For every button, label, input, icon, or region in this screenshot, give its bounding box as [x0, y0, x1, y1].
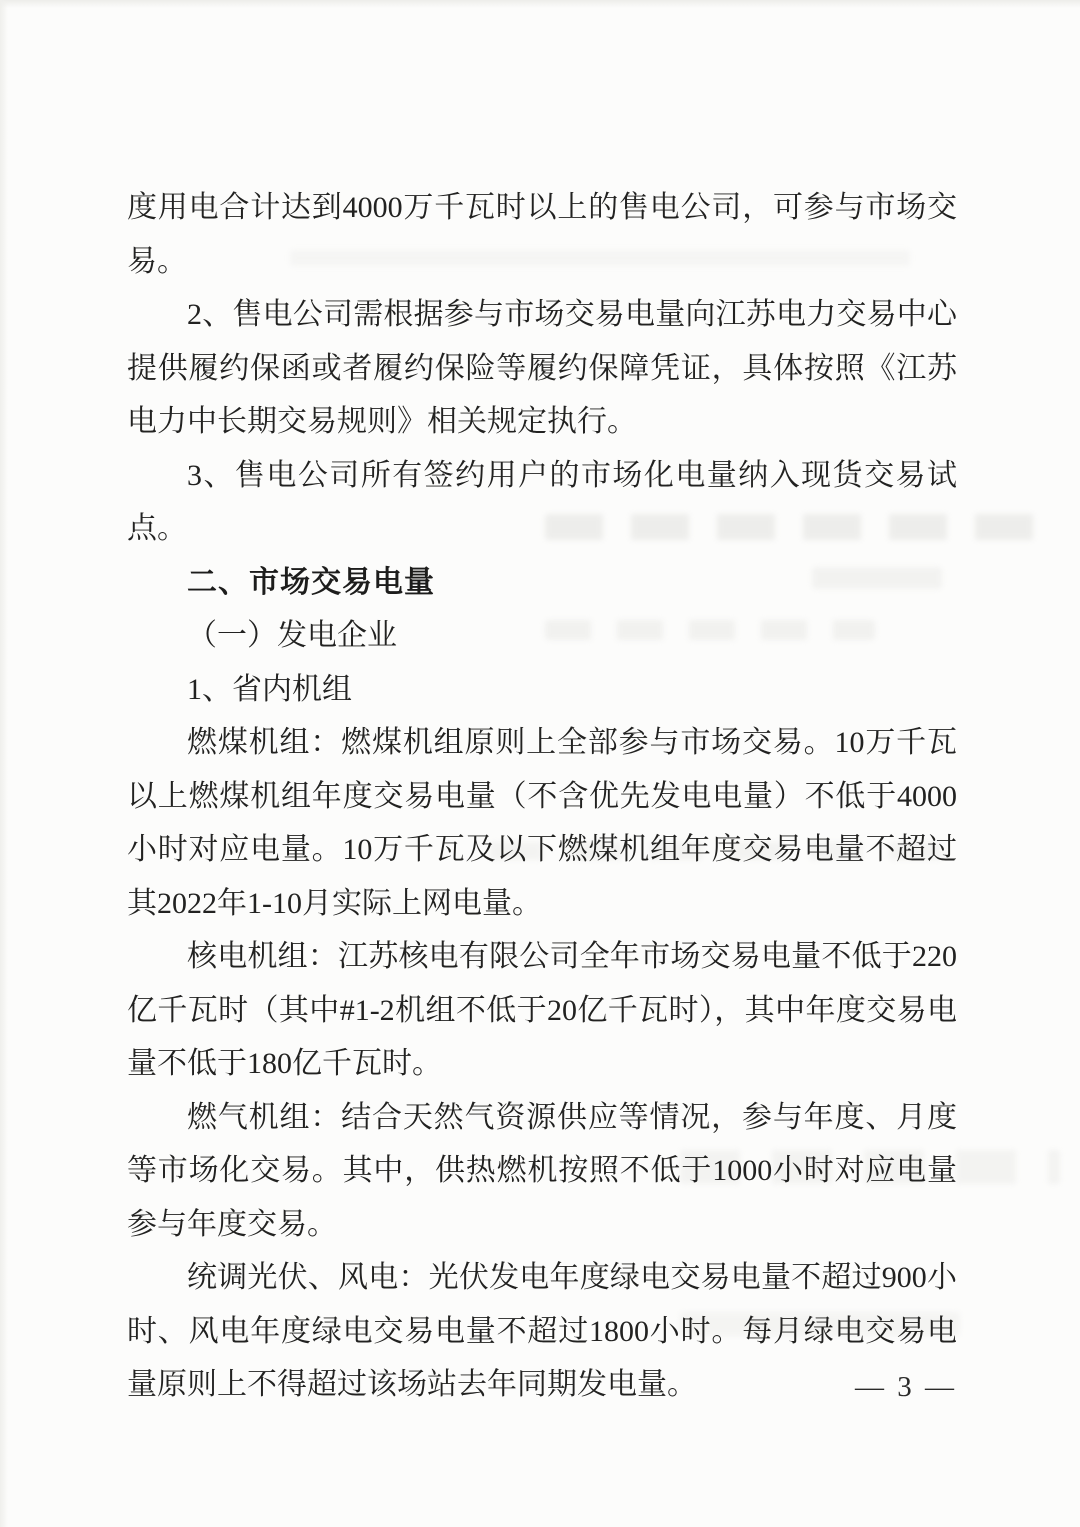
document-body [127, 181, 957, 1412]
paragraph-item-3: 3、售电公司所有签约用户的市场化电量纳入现货交易试点。 [127, 458, 957, 545]
paragraph-item-2: 2、售电公司需根据参与市场交易电量向江苏电力交易中心提供履约保函或者履约保险等履约保障凭证，具体按照《江苏电力中长期交易规则》相关规定执行。 [127, 298, 957, 438]
paragraph-coal-units: 燃煤机组：燃煤机组原则上全部参与市场交易。10万千瓦以上燃煤机组年度交易电量（不含优先发电电量）不低于4000小时对应电量。10万千瓦及以下燃煤机组年度交易电量不超过其2022年1-10月实际上网电量。 [127, 726, 957, 920]
sub-heading-generation-enterprises: （一）发电企业 [187, 619, 397, 652]
paragraph-solar-wind: 统调光伏、风电：光伏发电年度绿电交易电量不超过900小时、风电年度绿电交易电量不超过1800小时。每月绿电交易电量原则上不得超过该场站去年同期发电量。 [127, 1261, 957, 1401]
paragraph-continuation: 度用电合计达到4000万千瓦时以上的售电公司，可参与市场交易。 [127, 191, 957, 278]
page-edge-shadow-left [0, 0, 8, 1527]
paragraph-gas-units: 燃气机组：结合天然气资源供应等情况，参与年度、月度等市场化交易。其中，供热燃机按照不低于1000小时对应电量参与年度交易。 [127, 1100, 957, 1241]
paragraph-nuclear-units: 核电机组：江苏核电有限公司全年市场交易电量不低于220亿千瓦时（其中#1-2机组不低于20亿千瓦时），其中年度交易电量不低于180亿千瓦时。 [127, 940, 957, 1080]
page-number: — 3 — [855, 1371, 957, 1403]
section-heading-market-trade-volume: 二、市场交易电量 [187, 565, 435, 599]
page-edge-shadow-top [0, 0, 1080, 8]
paragraph-provincial-units: 1、省内机组 [187, 672, 352, 706]
